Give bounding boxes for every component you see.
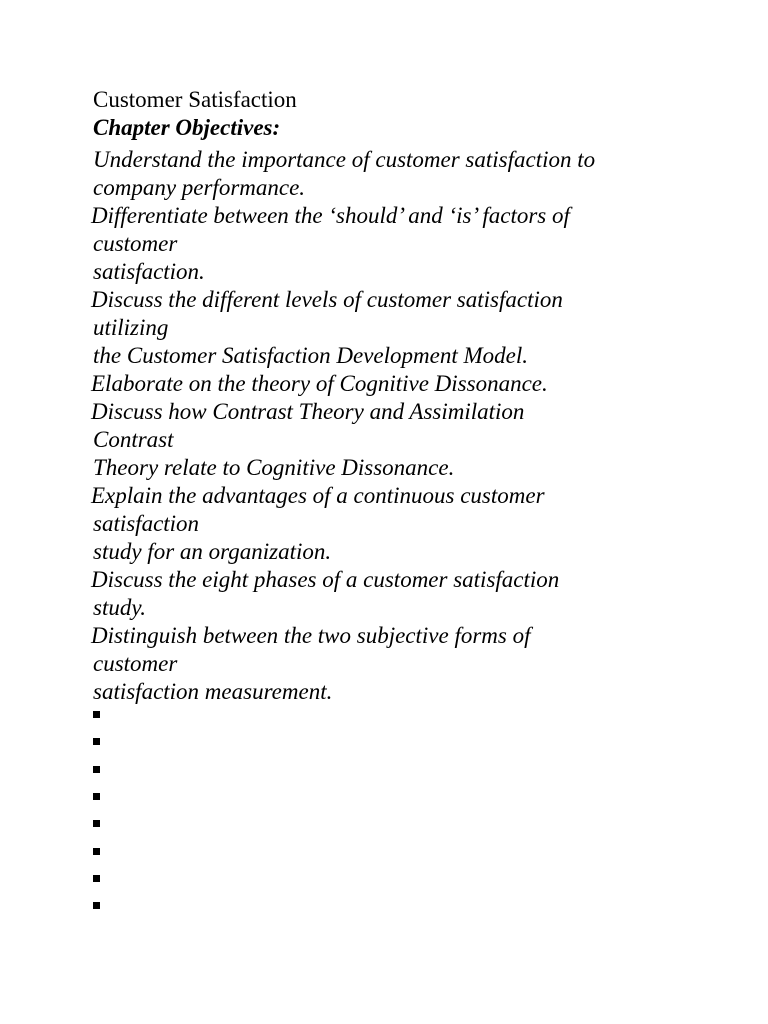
objective-2-line-1: Differentiate between the ‘should’ and ‘is’ factors of	[91, 203, 570, 228]
objective-1-line-2: company performance.	[93, 175, 306, 200]
objective-2-line-2: customer	[93, 231, 178, 256]
square-bullet-icon	[93, 848, 100, 855]
objective-5-line-1: Discuss how Contrast Theory and Assimilation	[91, 399, 525, 424]
objective-1-line-1: Understand the importance of customer satisfaction to	[93, 147, 596, 172]
square-bullet-icon	[93, 820, 100, 827]
objective-7-line-1: Discuss the eight phases of a customer satisfaction	[91, 567, 560, 592]
square-bullet-icon	[93, 902, 100, 909]
objective-4-line-1: Elaborate on the theory of Cognitive Dissonance.	[91, 371, 548, 396]
objective-2-line-3: satisfaction.	[93, 259, 205, 284]
square-bullet-icon	[93, 766, 100, 773]
objective-3-line-3: the Customer Satisfaction Development Model.	[93, 343, 529, 368]
objective-6-line-1: Explain the advantages of a continuous customer	[91, 483, 545, 508]
chapter-objectives-heading: Chapter Objectives:	[93, 115, 281, 140]
square-bullet-icon	[93, 711, 100, 718]
objective-5-line-2: Contrast	[93, 427, 174, 452]
square-bullet-icon	[93, 793, 100, 800]
objective-6-line-3: study for an organization.	[93, 539, 332, 564]
objective-3-line-1: Discuss the different levels of customer satisfaction	[91, 287, 563, 312]
objective-8-line-1: Distinguish between the two subjective forms of	[91, 623, 531, 648]
objective-8-line-2: customer	[93, 651, 178, 676]
objective-5-line-3: Theory relate to Cognitive Dissonance.	[93, 455, 455, 480]
objective-3-line-2: utilizing	[93, 315, 169, 340]
document-title: Customer Satisfaction	[93, 87, 297, 112]
square-bullet-icon	[93, 875, 100, 882]
objective-6-line-2: satisfaction	[93, 511, 200, 536]
objective-8-line-3: satisfaction measurement.	[93, 679, 333, 704]
objective-7-line-2: study.	[93, 595, 147, 620]
square-bullet-icon	[93, 738, 100, 745]
